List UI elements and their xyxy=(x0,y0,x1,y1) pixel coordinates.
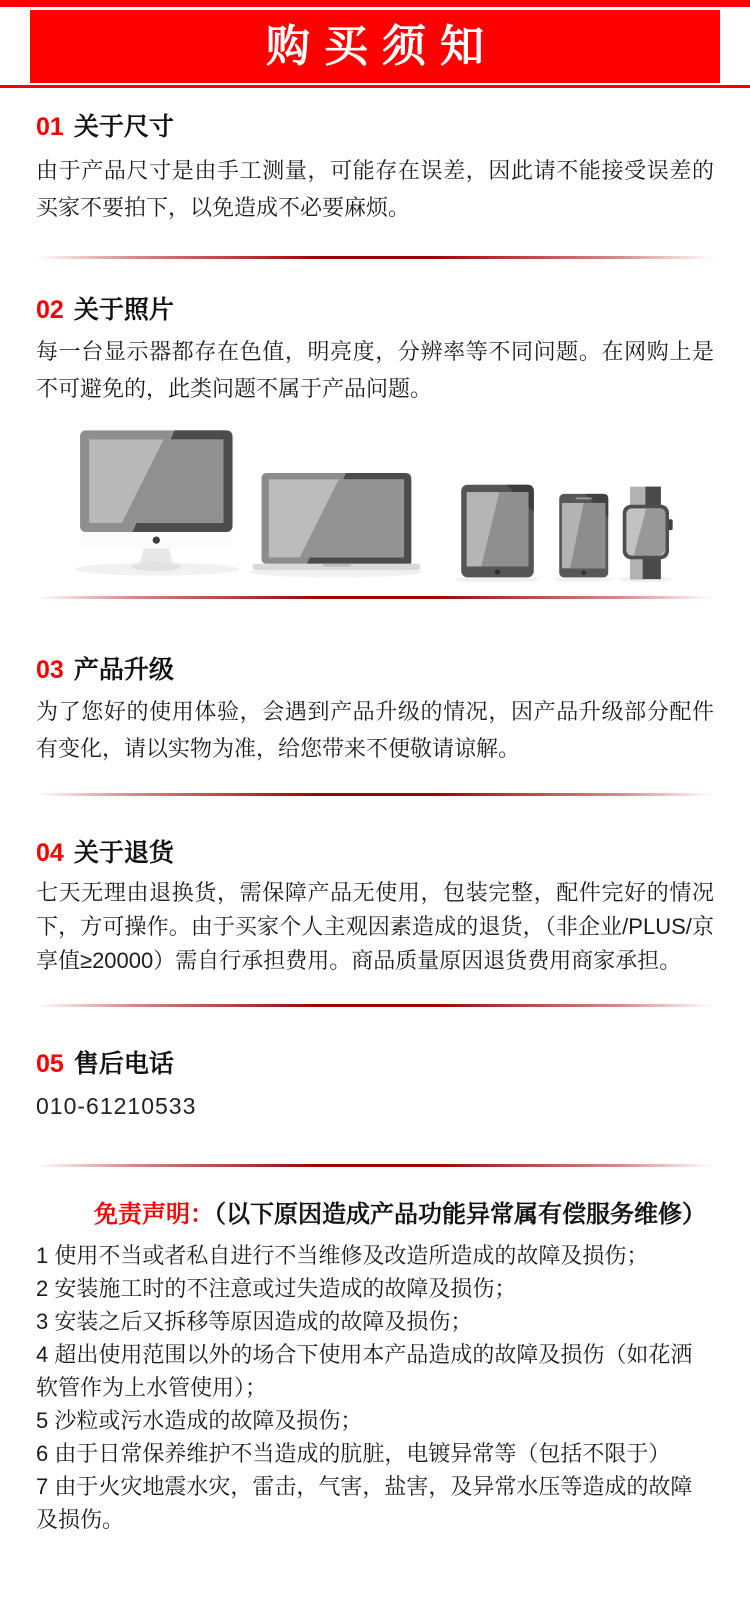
section-title: 关于退货 xyxy=(73,839,174,867)
section-title: 售后电话 xyxy=(73,1050,174,1078)
banner-underline xyxy=(0,85,750,88)
section-number: 01 xyxy=(36,113,64,141)
disclaimer-list xyxy=(36,1239,714,1536)
disclaimer-item: 5 沙粒或污水造成的故障及损伤； xyxy=(36,1408,363,1433)
section-title: 关于照片 xyxy=(73,296,174,324)
disclaimer-item: 7 由于火灾地震水灾，雷击，气害，盐害，及异常水压等造成的故障及损伤。 xyxy=(36,1474,693,1532)
tablet-icon xyxy=(456,485,539,582)
devices-illustration xyxy=(36,423,714,582)
disclaimer-subtitle: （以下原因造成产品功能异常属有偿服务维修） xyxy=(214,1201,706,1228)
section-heading-size xyxy=(36,112,714,142)
disclaimer-item: 2 安装施工时的不注意或过失造成的故障及损伤； xyxy=(36,1276,517,1301)
section-divider xyxy=(36,1004,714,1007)
desktop-monitor-icon xyxy=(76,430,239,575)
section-body-size: 由于产品尺寸是由手工测量，可能存在误差，因此请不能接受误差的买家不要拍下，以免造成不必要麻烦。 xyxy=(36,158,714,220)
section-body-photos: 每一台显示器都存在色值，明亮度，分辨率等不同问题。在网购上是不可避免的，此类问题不属于产品问题。 xyxy=(36,339,714,401)
section-heading-upgrade xyxy=(36,655,714,685)
section-heading-returns xyxy=(36,838,714,868)
disclaimer-item: 4 超出使用范围以外的场合下使用本产品造成的故障及损伤（如花洒软管作为上水管使用）； xyxy=(36,1342,693,1400)
section-divider xyxy=(36,793,714,796)
section-heading-photos xyxy=(36,295,714,325)
page-title: 购买须知 xyxy=(266,21,498,71)
disclaimer-label: 免责声明： xyxy=(94,1201,214,1228)
section-body-upgrade: 为了您好的使用体验，会遇到产品升级的情况，因产品升级部分配件有变化，请以实物为准，给您带来不便敬请谅解。 xyxy=(36,699,714,761)
disclaimer-item: 3 安装之后又拆移等原因造成的故障及损伤； xyxy=(36,1309,473,1334)
section-body-returns: 七天无理由退换货，需保障产品无使用，包装完整，配件完好的情况下，方可操作。由于买家个人主观因素造成的退货，（非企业/PLUS/京享值≥20000）需自行承担费用。商品质量原因退货费用商家承担。 xyxy=(36,880,714,973)
section-title: 产品升级 xyxy=(73,656,174,684)
section-title: 关于尺寸 xyxy=(73,113,174,141)
section-number: 05 xyxy=(36,1050,64,1078)
section-divider xyxy=(36,256,714,259)
laptop-icon xyxy=(249,473,423,577)
section-number: 03 xyxy=(36,656,64,684)
section-number: 02 xyxy=(36,296,64,324)
smartwatch-icon xyxy=(619,487,673,582)
disclaimer-title xyxy=(94,1199,714,1231)
top-red-strip xyxy=(0,0,750,7)
section-divider xyxy=(36,1164,714,1167)
section-heading-phone xyxy=(36,1049,714,1079)
section-divider xyxy=(36,596,714,599)
devices-illustration-svg xyxy=(71,423,679,582)
disclaimer-item: 6 由于日常保养维护不当造成的肮脏，电镀异常等（包括不限于） xyxy=(36,1441,671,1466)
header-banner xyxy=(30,10,720,83)
section-number: 04 xyxy=(36,839,64,867)
content xyxy=(0,112,750,1536)
service-phone-number: 010-61210533 xyxy=(36,1093,197,1119)
disclaimer-item: 1 使用不当或者私自进行不当维修及改造所造成的故障及损伤； xyxy=(36,1243,649,1268)
smartphone-icon xyxy=(554,494,614,582)
